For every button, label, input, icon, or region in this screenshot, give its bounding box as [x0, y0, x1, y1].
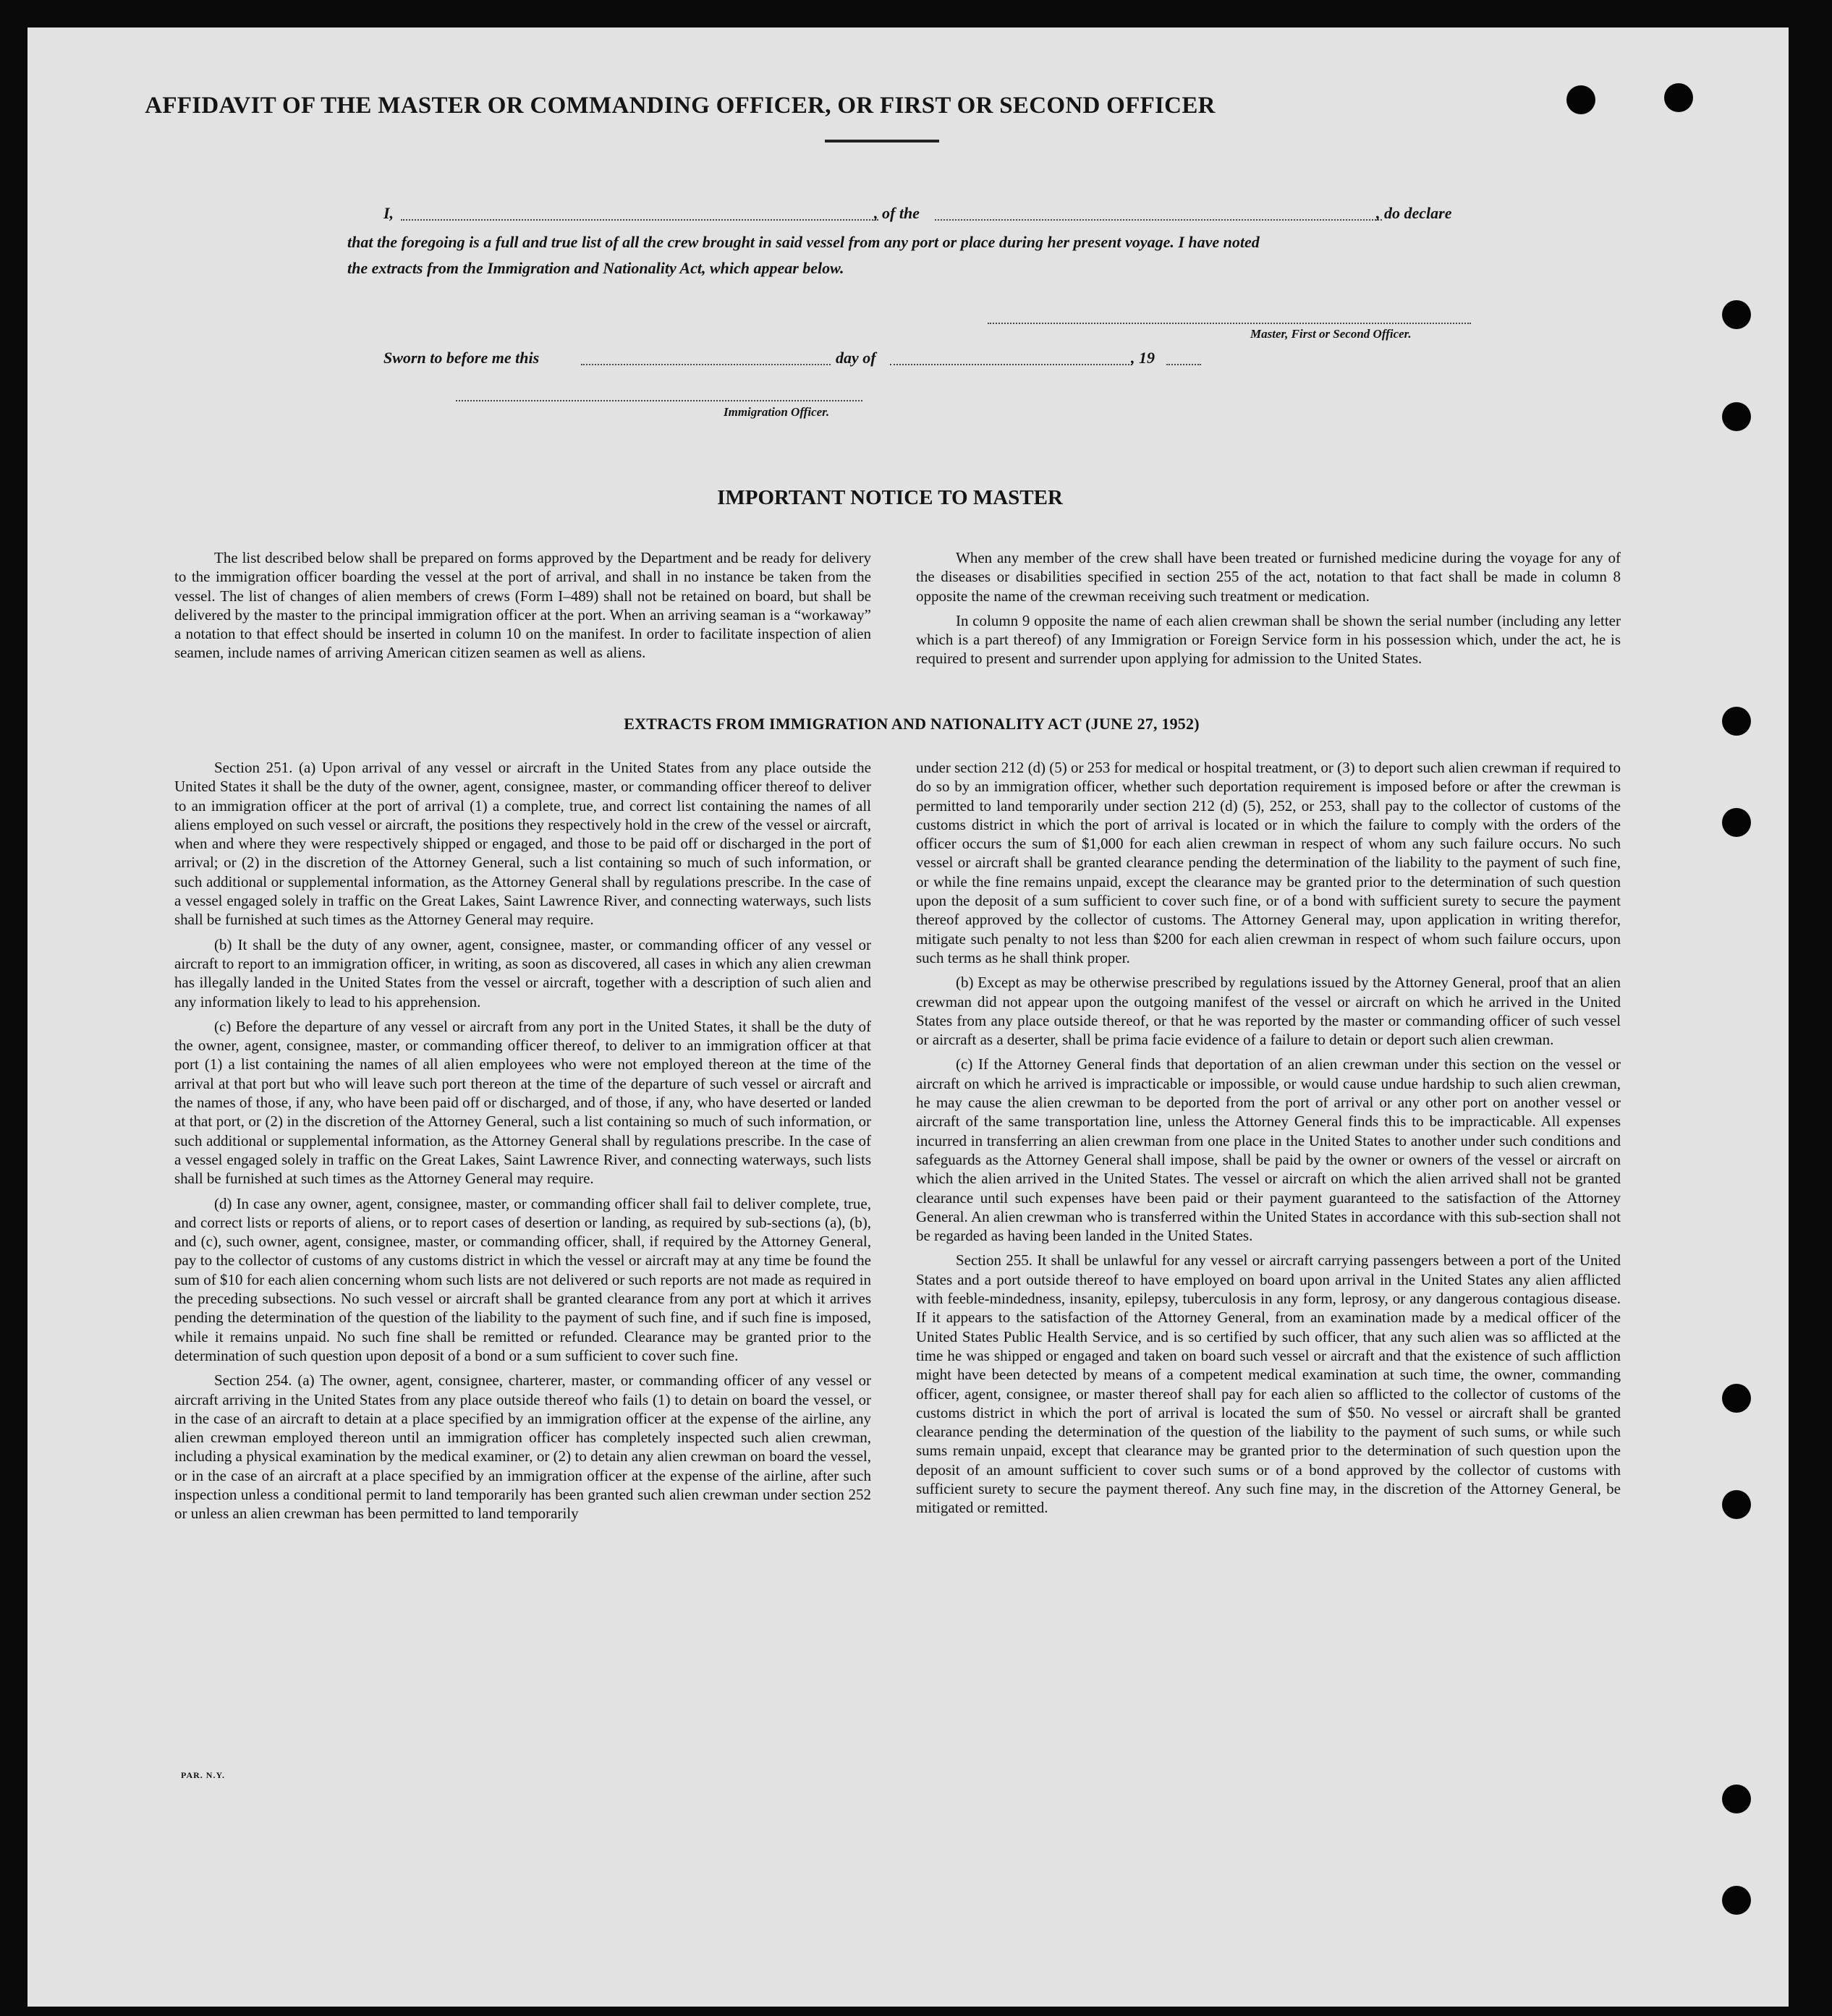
statute-paragraph: (c) If the Attorney General finds that deportation of an alien crewman under this section on the vessel or aircraft on which he arrived is impracticable or impossible, or would cause undue hardship to such alien crewman, he may cause the alien crewman to be deported from the port of arrival or any other port on another vessel or aircraft of the same transportation line, unless the Attorney General finds this to be impracticable. All expenses incurred in transferring an alien crewman from one place in the United States to another under such conditions and safeguards as the Attorney General shall impose, shall be paid by the owner or owners of the vessel or aircraft on which the alien arrived in the United States. The vessel or aircraft on which the alien arrived shall not be granted clearance until such expenses have been paid or their payment guaranteed to the satisfaction of the Attorney General. An alien crewman who is transferred within the United States in accordance with this sub-section shall not be regarded as having been landed in the United States.: [916, 1055, 1621, 1245]
affidavit-statement-line-3: the extracts from the Immigration and Nationality Act, which appear below.: [347, 259, 844, 277]
affidavit-statement-line-2: that the foregoing is a full and true list of all the crew brought in said vessel from any port or place during her present voyage. I have noted: [347, 233, 1260, 251]
immigration-officer-signature-field[interactable]: [456, 400, 862, 401]
vessel-name-field[interactable]: [935, 219, 1382, 221]
affidavit-i-label: I,: [383, 204, 394, 222]
notice-paragraph: The list described below shall be prepared on forms approved by the Department and be ready for delivery to the immigration officer boarding the vessel at the port of arrival, and shall in no instance be taken from the vessel. The list of changes of alien members of crews (Form I–489) shall not be retained on board, but shall be delivered by the master to the principal immigration officer at the port. When an arriving seaman is a “workaway” a notation to that effect should be inserted in column 10 on the manifest. In order to facilitate inspection of alien seamen, include names of arriving American citizen seamen as well as aliens.: [174, 549, 871, 662]
day-of-label: day of: [836, 349, 876, 367]
extracts-title: EXTRACTS FROM IMMIGRATION AND NATIONALITY ACT (JUNE 27, 1952): [624, 715, 1200, 733]
master-name-field[interactable]: [401, 219, 878, 221]
sworn-date-field[interactable]: [581, 364, 831, 365]
punch-hole: [1664, 83, 1693, 112]
affidavit-title: AFFIDAVIT OF THE MASTER OR COMMANDING OFFICER, OR FIRST OR SECOND OFFICER: [145, 93, 1216, 119]
punch-hole: [1722, 1785, 1751, 1813]
immigration-officer-caption: Immigration Officer.: [724, 405, 830, 419]
sworn-month-field[interactable]: [890, 364, 1132, 365]
statute-paragraph: (d) In case any owner, agent, consignee, master, or commanding officer shall fail to deliver complete, true, and correct lists or reports of aliens, or to report cases of desertion or landing, as required by sub-sections (a), (b), and (c), such owner, agent, consignee, master, or commanding officer, shall, if required by the Attorney General, pay to the collector of customs of any customs district in which the vessel or aircraft may at any time be found the sum of $10 for each alien concerning whom such lists are not delivered or such reports are not made as required in the preceding subsections. No such vessel or aircraft shall be granted clearance from any port at which it arrives pending the determination of the question of the liability to the payment of such fine, and if such fine is imposed, while it remains unpaid. No such fine shall be remitted or refunded. Clearance may be granted prior to the determination of such question upon deposit of a bond or a sum sufficient to cover such fine.: [174, 1194, 871, 1364]
sworn-year-field[interactable]: [1166, 364, 1201, 365]
statute-paragraph: under section 212 (d) (5) or 253 for medical or hospital treatment, or (3) to deport such alien crewman if required to do so by an immigration officer, whether such deportation requirement is imposed before or after the crewman is permitted to land temporarily under section 212 (d) (5), 252, or 253, shall pay to the collector of customs of the customs district in which the port of arrival is located or in which the failure to comply with the orders of the officer occurs the sum of $1,000 for each alien crewman in respect of whom any such failure occurs. No such vessel or aircraft shall be granted clearance pending the determination of the liability to the payment of such fine, or while the fine remains unpaid, except the clearance may be granted prior to the determination of such question upon the deposit of a sum sufficient to cover such fine, or of a bond with sufficient surety to secure the payment thereof approved by the collector of customs. The Attorney General may, upon application in writing therefor, mitigate such penalty to not less than $200 for each alien crewman in respect of whom such failure occurs, upon such terms as he shall think proper.: [916, 759, 1621, 966]
master-signature-caption: Master, First or Second Officer.: [1250, 327, 1412, 341]
notice-right-column: [916, 548, 1621, 674]
statute-paragraph: (b) It shall be the duty of any owner, agent, consignee, master, or commanding officer of any vessel or aircraft to report to an immigration officer, in writing, as soon as discovered, all cases in which any alien crewman has illegally landed in the United States from the vessel or aircraft, together with a description of such alien and any information likely to lead to his apprehension.: [174, 935, 871, 1011]
punch-hole: [1722, 707, 1751, 736]
year-label: , 19: [1131, 349, 1155, 367]
extracts-right-column: [916, 758, 1621, 1523]
punch-hole: [1722, 1490, 1751, 1519]
affidavit-of-the-label: , of the: [874, 204, 920, 222]
statute-paragraph: Section 254. (a) The owner, agent, consignee, charterer, master, or commanding officer of any vessel or aircraft arriving in the United States from any place outside thereof who fails (1) to detain on board the vessel, or in the case of an aircraft to detain at a place specified by an immigration officer at the expense of the airline, any alien crewman employed thereon until an immigration officer has completely inspected such alien crewman, including a physical examination by the medical examiner, or (2) to detain any alien crewman on board the vessel, or in the case of an aircraft at a place specified by an immigration officer at the expense of the airline, after such inspection unless a conditional permit to land temporarily has been granted such alien crewman under section 252 or unless an alien crewman has been permitted to land temporarily: [174, 1371, 871, 1523]
statute-paragraph: (b) Except as may be otherwise prescribed by regulations issued by the Attorney General, proof that an alien crewman did not appear upon the outgoing manifest of the vessel or aircraft on which he arrived in the United States from any place outside thereof, or that he was reported by the master or commanding officer of such vessel or aircraft as a deserter, shall be prima facie evidence of a failure to detain or deport such alien crewman.: [916, 974, 1621, 1049]
punch-hole: [1566, 85, 1595, 114]
printer-mark: PAR. N.Y.: [181, 1770, 226, 1780]
sworn-label: Sworn to before me this: [383, 349, 540, 367]
statute-paragraph: Section 255. It shall be unlawful for any vessel or aircraft carrying passengers between a port of the United States and a port outside thereof to have employed on board upon arrival in the United States any alien afflicted with feeble-mindedness, insanity, epilepsy, tuberculosis in any form, leprosy, or any dangerous contagious disease. If it appears to the satisfaction of the Attorney General, from an examination made by a medical officer of the United States Public Health Service, and is so certified by such officer, that any such alien was so afflicted at the time he was shipped or engaged and taken on board such vessel or aircraft and that the existence of such affliction might have been detected by means of a competent medical examination at such time, the owner, commanding officer, agent, consignee, or master thereof shall pay for each alien so afflicted to the collector of customs of the customs district in which the port of arrival is located the sum of $50. No vessel or aircraft shall be granted clearance pending the determination of the question of the liability to the payment of such sums, or while such sums remain unpaid, except that clearance may be granted prior to the determination of such question upon the deposit of an amount sufficient to cover such sums or of a bond approved by the collector of customs with sufficient surety to secure the payment thereof. Any such fine may, in the discretion of the Attorney General, be mitigated or remitted.: [916, 1251, 1621, 1517]
punch-hole: [1722, 1384, 1751, 1413]
punch-hole: [1722, 402, 1751, 431]
punch-hole: [1722, 808, 1751, 837]
master-signature-field[interactable]: [988, 323, 1471, 324]
statute-paragraph: (c) Before the departure of any vessel or aircraft from any port in the United States, it shall be the duty of the owner, agent, consignee, master, or commanding officer thereof, to deliver to an immigration officer at that port (1) a list containing the names of all alien employees who were not employed thereon at the time of the arrival at that port but who will leave such port thereon at the time of the departure of such vessel or aircraft and the names of those, if any, who have been paid off or discharged, and of those, if any, who have deserted or landed at that port, or (2) in the discretion of the Attorney General, such a list containing so much of such information, or such additional or supplemental information, as the Attorney General shall by regulations prescribe. In the case of a vessel engaged solely in traffic on the Great Lakes, Saint Lawrence River, and connecting waterways, such lists shall be furnished at such times as the Attorney General may require.: [174, 1017, 871, 1188]
title-rule: [825, 140, 939, 143]
notice-paragraph: When any member of the crew shall have been treated or furnished medicine during the voyage for any of the diseases or disabilities specified in section 255 of the act, notation to that fact shall be made in column 8 opposite the name of the crewman receiving such treatment or medication.: [916, 549, 1621, 605]
affidavit-do-declare-label: , do declare: [1376, 204, 1452, 222]
extracts-left-column: [174, 758, 871, 1529]
notice-title: IMPORTANT NOTICE TO MASTER: [717, 486, 1063, 509]
punch-hole: [1722, 1886, 1751, 1915]
notice-paragraph: In column 9 opposite the name of each alien crewman shall be shown the serial number (including any letter which is a part thereof) of any Immigration or Foreign Service form in his possession which, under the act, he is required to present and surrender upon applying for admission to the United States.: [916, 611, 1621, 668]
punch-hole: [1722, 300, 1751, 329]
notice-left-column: [174, 548, 871, 668]
statute-paragraph: Section 251. (a) Upon arrival of any vessel or aircraft in the United States from any place outside the United States it shall be the duty of the owner, agent, consignee, master, or commanding officer thereof to deliver to an immigration officer at the port of arrival (1) a complete, true, and correct list containing the names of all aliens employed on such vessel or aircraft, the positions they respectively hold in the crew of the vessel or aircraft, when and where they were respectively shipped or engaged, and those to be paid off or discharged in the port of arrival; or (2) in the discretion of the Attorney General, such a list containing so much of such information, or such additional or supplemental information, as the Attorney General shall by regulations prescribe. In the case of a vessel engaged solely in traffic on the Great Lakes, Saint Lawrence River, and connecting waterways, such lists shall be furnished at such times as the Attorney General may require.: [174, 759, 871, 929]
